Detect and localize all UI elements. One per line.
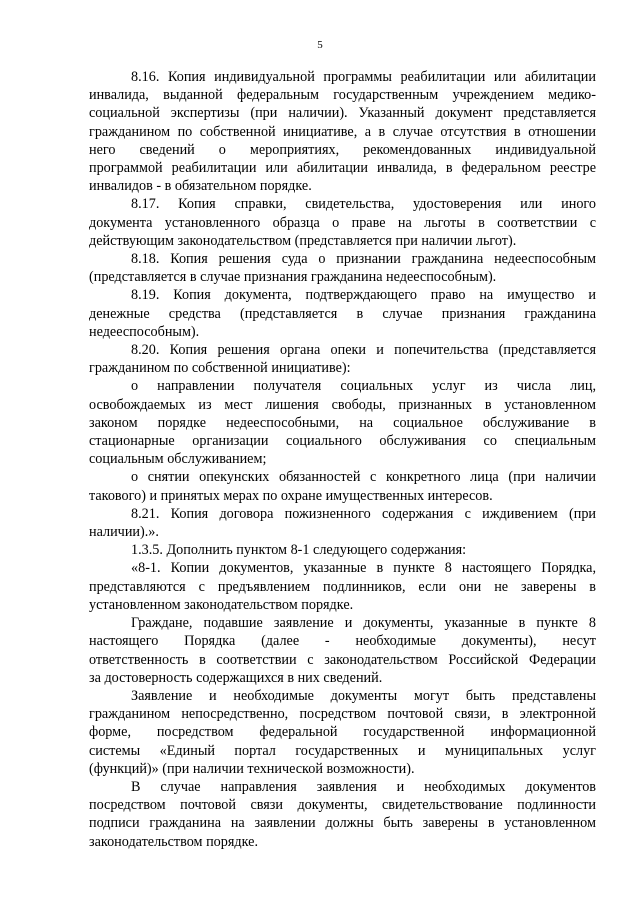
- text-line: 1.3.5. Дополнить пунктом 8-1 следующего содержания:: [131, 542, 467, 559]
- text-line: гражданином непосредственно, посредством почтовой связи, в электронной: [89, 706, 596, 723]
- text-line: посредством почтовой связи документы, свидетельствование подлинности: [89, 797, 596, 814]
- text-line: за достоверность содержащихся в них сведений.: [89, 669, 383, 686]
- paragraph-p-8-21: [89, 505, 596, 541]
- text-line: о снятии опекунских обязанностей с конкретного лица (при наличии: [131, 469, 596, 486]
- text-line: социальным обслуживанием;: [89, 451, 267, 468]
- text-line: документа установленного образца о праве на льготы в соответствии с: [89, 214, 596, 231]
- paragraph-p-8-20-b: [89, 468, 596, 504]
- paragraph-p-8-16: [89, 68, 596, 195]
- text-line: форме, посредством федеральной государственной информационной: [89, 724, 596, 741]
- paragraph-p-8-1-d: [89, 778, 596, 851]
- text-line: наличии).».: [89, 524, 159, 541]
- text-line: программой реабилитации или абилитации инвалида, в федеральном реестре: [89, 160, 596, 177]
- page-number: 5: [317, 39, 323, 51]
- text-line: законодательством порядке.: [89, 833, 258, 850]
- text-line: гражданином по собственной инициативе):: [89, 360, 351, 377]
- text-line: недееспособным).: [89, 323, 200, 340]
- paragraph-p-8-1-b: [89, 614, 596, 687]
- text-line: системы «Единый портал государственных и муниципальных услуг: [89, 742, 596, 759]
- paragraph-p-8-17: [89, 195, 596, 250]
- text-line: В случае направления заявления и необходимых документов: [131, 778, 596, 795]
- text-line: представляются с предъявлением подлинников, если они не заверены в: [89, 578, 596, 595]
- text-line: «8-1. Копии документов, указанные в пункте 8 настоящего Порядка,: [131, 560, 596, 577]
- text-line: денежные средства (представляется в случае признания гражданина: [89, 305, 596, 322]
- text-line: действующим законодательством (представляется при наличии льгот).: [89, 232, 517, 249]
- paragraph-p-8-18: [89, 250, 596, 286]
- text-line: 8.18. Копия решения суда о признании гражданина недееспособным: [131, 251, 596, 268]
- text-line: стационарные организации социального обслуживания со специальным: [89, 433, 596, 450]
- text-line: освобождаемых из мест лишения свободы, признанных в установленном: [89, 396, 596, 413]
- text-line: (представляется в случае признания гражданина недееспособным).: [89, 269, 497, 286]
- text-line: 8.16. Копия индивидуальной программы реабилитации или абилитации: [131, 69, 596, 85]
- text-line: 8.19. Копия документа, подтверждающего право на имущество и: [131, 287, 596, 304]
- paragraph-p-8-20: [89, 341, 596, 377]
- text-line: законом порядке недееспособными, на социальное обслуживание в: [89, 414, 596, 431]
- paragraph-p-8-1-a: [89, 559, 596, 614]
- text-line: инвалида, выданной федеральным государственным учреждением медико-: [89, 87, 596, 104]
- text-line: социальной экспертизы (при наличии). Указанный документ представляется: [89, 105, 596, 122]
- text-line: о направлении получателя социальных услуг из числа лиц,: [131, 378, 596, 395]
- text-line: него сведений о мероприятиях, рекомендованных индивидуальной: [89, 141, 596, 158]
- text-line: 8.21. Копия договора пожизненного содержания с иждивением (при: [131, 505, 596, 522]
- text-line: подписи гражданина на заявлении должны быть заверены в установленном: [89, 815, 596, 832]
- text-line: 8.20. Копия решения органа опеки и попечительства (представляется: [131, 342, 596, 359]
- text-line: настоящего Порядка (далее - необходимые документы), несут: [89, 633, 596, 650]
- paragraph-p-8-19: [89, 286, 596, 341]
- paragraph-p-8-1-c: [89, 687, 596, 778]
- text-line: (функций)» (при наличии технической возможности).: [89, 760, 415, 777]
- text-line: 8.17. Копия справки, свидетельства, удостоверения или иного: [131, 196, 596, 213]
- paragraph-p-8-20-a: [89, 377, 596, 468]
- text-line: установленном законодательством порядке.: [89, 596, 354, 613]
- text-line: ответственность в соответствии с законодательством Российской Федерации: [89, 651, 596, 668]
- text-line: такового) и принятых мерах по охране имущественных интересов.: [89, 487, 493, 504]
- paragraph-p-1-3-5: [89, 541, 596, 559]
- text-line: Заявление и необходимые документы могут быть представлены: [131, 687, 596, 704]
- text-line: гражданином по собственной инициативе, а в случае отсутствия в отношении: [89, 123, 596, 140]
- text-line: Граждане, подавшие заявление и документы, указанные в пункте 8: [131, 615, 596, 632]
- document-body: [89, 68, 596, 851]
- text-line: инвалидов - в обязательном порядке.: [89, 178, 312, 195]
